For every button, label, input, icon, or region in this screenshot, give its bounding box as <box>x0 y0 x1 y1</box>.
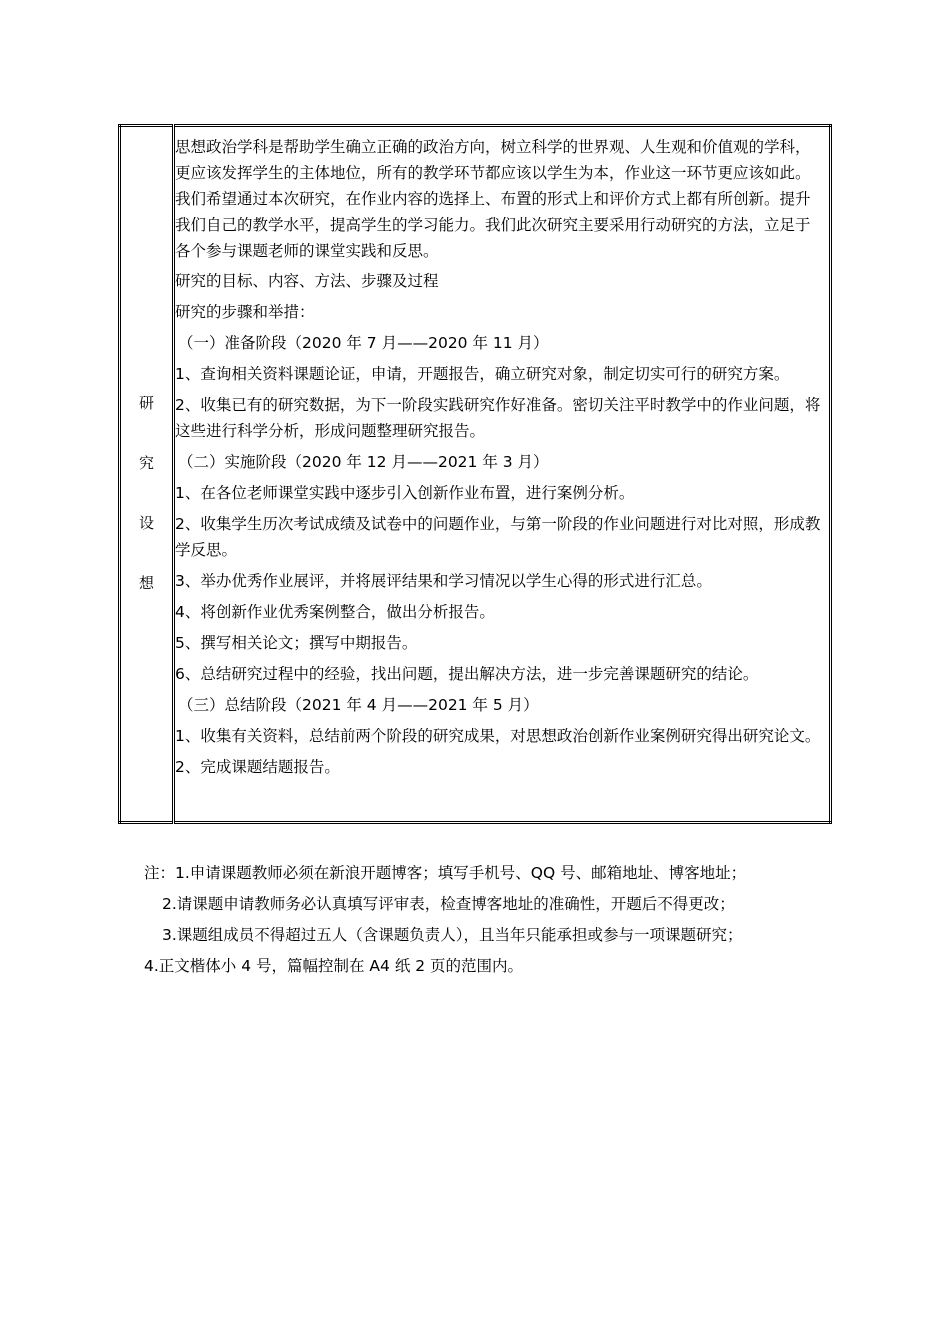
section-label-cell <box>120 126 174 823</box>
section-label-char: 想 <box>138 574 154 592</box>
list-item: 2、完成课题结题报告。 <box>175 758 340 776</box>
list-item: 2、收集已有的研究数据，为下一阶段实践研究作好准备。密切关注平时教学中的作业问题，将这些进行科学分析，形成问题整理研究报告。 <box>175 396 821 440</box>
list-item: 3、举办优秀作业展评，并将展评结果和学习情况以学生心得的形式进行汇总。 <box>175 572 712 590</box>
notes-section <box>144 858 844 982</box>
stage-title: （三）总结阶段（2021 年 4 月——2021 年 5 月） <box>178 696 539 714</box>
list-item: 2、收集学生历次考试成绩及试卷中的问题作业，与第一阶段的作业问题进行对比对照，形成教学反思。 <box>175 515 821 559</box>
list-item: 5、撰写相关论文；撰写中期报告。 <box>175 634 418 652</box>
note-line: 2.请课题申请教师务必认真填写评审表，检查博客地址的准确性，开题后不得更改； <box>162 895 735 913</box>
research-plan-table <box>118 124 832 824</box>
list-item: 6、总结研究过程中的经验，找出问题，提出解决方法，进一步完善课题研究的结论。 <box>175 665 759 683</box>
intro-paragraph: 思想政治学科是帮助学生确立正确的政治方向，树立科学的世界观、人生观和价值观的学科，更应该发挥学生的主体地位，所有的教学环节都应该以学生为本，作业这一环节更应该如此。我们希望通过本次研究，在作业内容的选择上、布置的形式上和评价方式上都有所创新。提升我们自己的教学水平，提高学生的学习能力。我们此次研究主要采用行动研究的方法，立足于各个参与课题老师的课堂实践和反思。 <box>175 138 811 260</box>
list-item: 4、将创新作业优秀案例整合，做出分析报告。 <box>175 603 495 621</box>
list-item: 1、查询相关资料课题论证，申请，开题报告，确立研究对象，制定切实可行的研究方案。 <box>175 365 790 383</box>
section-label-char: 究 <box>138 454 154 472</box>
list-item: 1、收集有关资料，总结前两个阶段的研究成果，对思想政治创新作业案例研究得出研究论文。 <box>175 727 821 745</box>
note-line: 4.正文楷体小 4 号，篇幅控制在 A4 纸 2 页的范围内。 <box>144 957 524 975</box>
heading-goals: 研究的目标、内容、方法、步骤及过程 <box>175 272 439 290</box>
section-label-char: 设 <box>138 514 154 532</box>
section-label-char: 研 <box>138 394 154 412</box>
section-content-cell <box>174 126 831 823</box>
list-item: 1、在各位老师课堂实践中逐步引入创新作业布置，进行案例分析。 <box>175 484 635 502</box>
note-line: 3.课题组成员不得超过五人（含课题负责人），且当年只能承担或参与一项课题研究； <box>162 926 743 944</box>
table-row <box>120 126 831 823</box>
stage-title: （一）准备阶段（2020 年 7 月——2020 年 11 月） <box>178 334 549 352</box>
heading-steps: 研究的步骤和举措： <box>175 303 315 321</box>
note-line: 注：1.申请课题教师必须在新浪开题博客；填写手机号、QQ 号、邮箱地址、博客地址； <box>144 864 747 882</box>
section-label <box>121 373 172 613</box>
stage-title: （二）实施阶段（2020 年 12 月——2021 年 3 月） <box>178 453 549 471</box>
